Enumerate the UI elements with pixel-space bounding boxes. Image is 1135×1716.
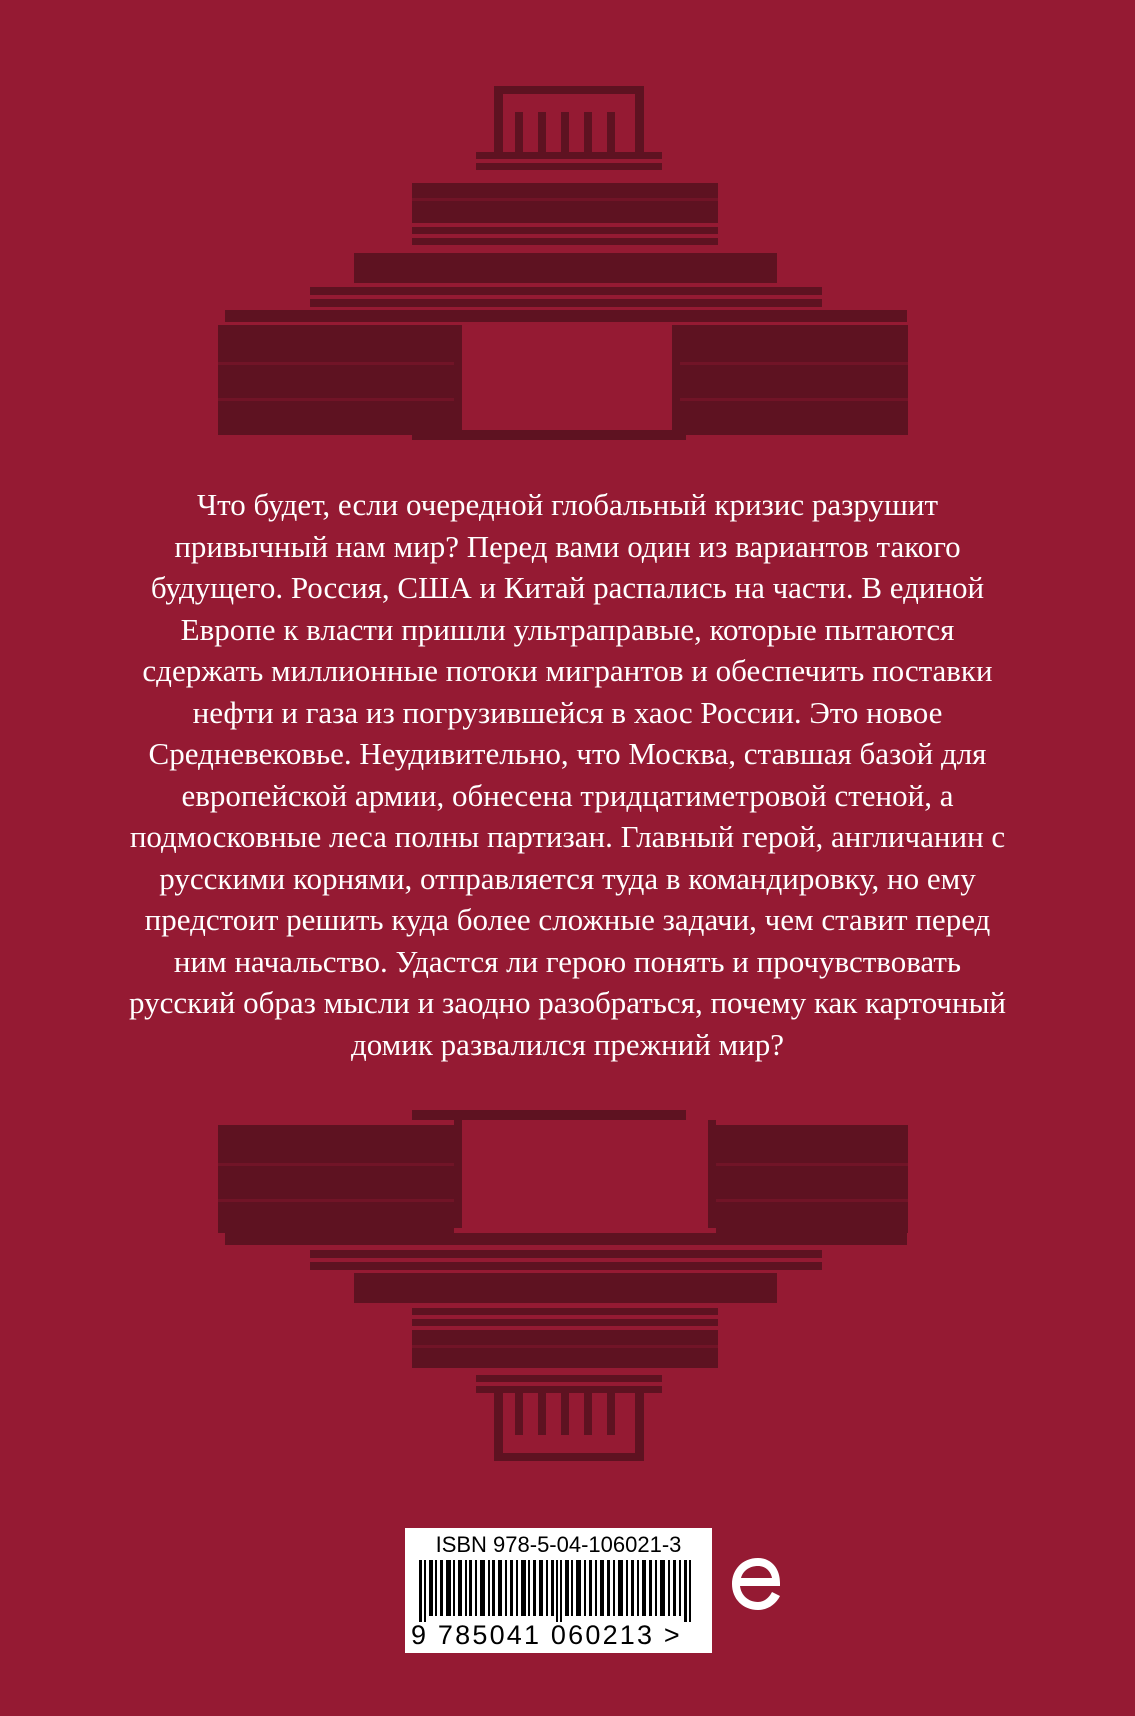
isbn-barcode: [405, 1528, 712, 1653]
isbn-label: ISBN 978-5-04-106021-3: [435, 1532, 682, 1557]
mausoleum-top-icon: [0, 0, 1135, 470]
mausoleum-ornament-bottom: [0, 1105, 1135, 1485]
barcode-icon: [419, 1560, 699, 1622]
annotation-text: Что будет, если очередной глобальный кризис разрушит привычный нам мир? Перед вами один из вариантов такого будущего. Россия, США и Китай распались на части. В единой Европе к власти пришли ультраправые, которые пытаются сдержать миллионные потоки мигрантов и обеспечить поставки нефти и газа из погрузившейся в хаос России. Это новое Средневековье. Неудивительно, что Москва, ставшая базой для европейской армии, обнесена тридцатиметровой стеной, а подмосковные леса полны партизан. Главный герой, англичанин с русскими корнями, отправляется туда в командировку, но ему предстоит решить куда более сложные задачи, чем ставит перед ним начальство. Удастся ли герою понять и прочувствовать русский образ мысли и заодно разобраться, почему как карточный домик развалился прежний мир?: [128, 487, 1006, 1062]
barcode-digits: 9 785041 060213 >: [411, 1620, 682, 1650]
mausoleum-bottom-icon: [0, 1105, 1135, 1485]
mausoleum-ornament-top: [0, 0, 1135, 470]
eksmo-logo-icon: [728, 1552, 784, 1616]
publisher-logo: [728, 1552, 784, 1621]
